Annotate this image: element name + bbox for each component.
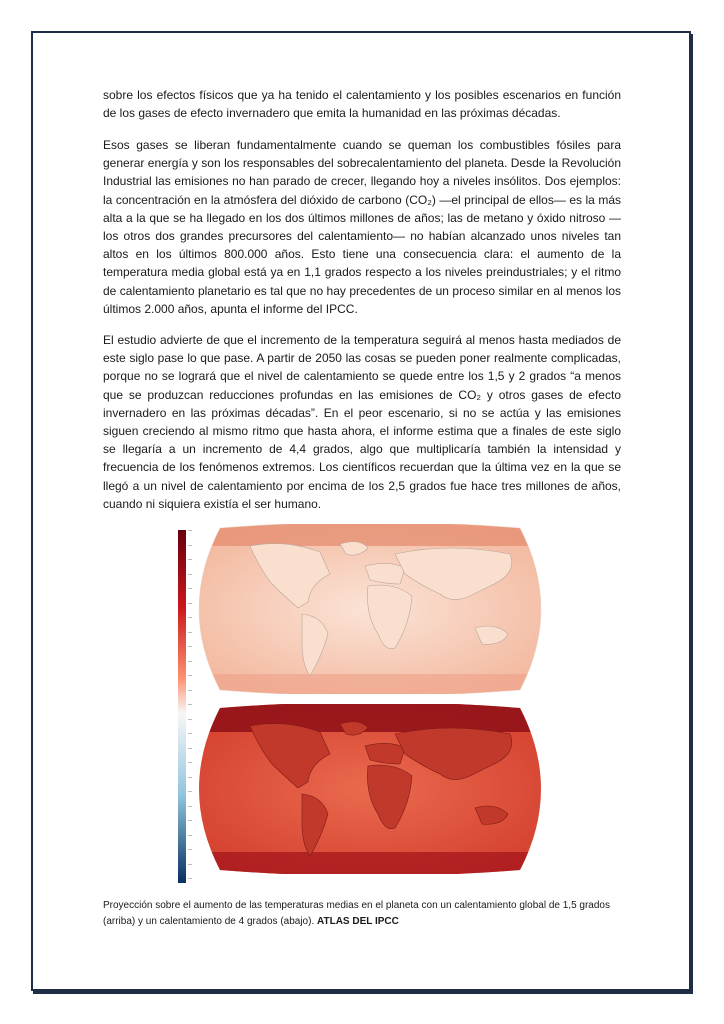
paragraph-3: El estudio advierte de que el incremento de la temperatura seguirá al menos hasta mediados de este siglo pase lo que pase. A partir de 2050 las cosas se pueden poner realmente complicadas, porque no se logrará que el nivel de calentamiento se quede entre los 1,5 y 2 grados “a menos que se produzcan reducciones profundas en las emisiones de CO₂ y otros gases de efecto invernadero en las próximas décadas”. En el peor escenario, si no se actúa y las emisiones siguen creciendo al mismo ritmo que hasta ahora, el informe estima que a finales de este siglo se llegaría a un incremento de 4,4 grados, algo que multiplicaría también la intensidad y frecuencia de los fenómenos extremos. Los científicos recuerdan que la última vez en la que se llegó a un nivel de calentamiento por encima de los 2,5 grados fue hace tres millones de años, cuando ni siquiera existía el ser humano. bbox=[103, 333, 621, 511]
map-1-5-degrees bbox=[190, 524, 550, 694]
temperature-colorbar bbox=[178, 530, 186, 883]
figure-caption bbox=[103, 898, 623, 929]
map-4-degrees bbox=[190, 704, 550, 874]
paragraph-2: Esos gases se liberan fundamentalmente cuando se queman los combustibles fósiles para generar energía y son los responsables del sobrecalentamiento del planeta. Desde la Revolución Industrial las emisiones no han parado de crecer, llegando hoy a niveles insólitos. Dos ejemplos: la concentración en la atmósfera del dióxido de carbono (CO₂) —el principal de ellos— es la más alta a la que se ha llegado en los dos últimos millones de años; las de metano y óxido nitroso —los otros dos grandes precursores del calentamiento— no habían alcanzado unos niveles tan altos en los últimos 800.000 años. Esto tiene una consecuencia clara: el aumento de la temperatura media global está ya en 1,1 grados respecto a los niveles preindustriales; y el ritmo de calentamiento planetario es tal que no hay precedentes de un proceso similar en al menos los últimos 2.000 años, apunta el informe del IPCC. bbox=[103, 138, 621, 316]
temperature-projection-figure bbox=[170, 524, 550, 890]
caption-source: ATLAS DEL IPCC bbox=[317, 915, 399, 927]
caption-text: Proyección sobre el aumento de las temperaturas medias en el planeta con un calentamiento global de 1,5 grados (arriba) y un calentamiento de 4 grados (abajo). bbox=[103, 900, 610, 927]
colorbar-tick bbox=[188, 878, 192, 879]
paragraph-1: sobre los efectos físicos que ya ha tenido el calentamiento y los posibles escenarios en función de los gases de efecto invernadero que emita la humanidad en las próximas décadas. bbox=[103, 88, 621, 121]
